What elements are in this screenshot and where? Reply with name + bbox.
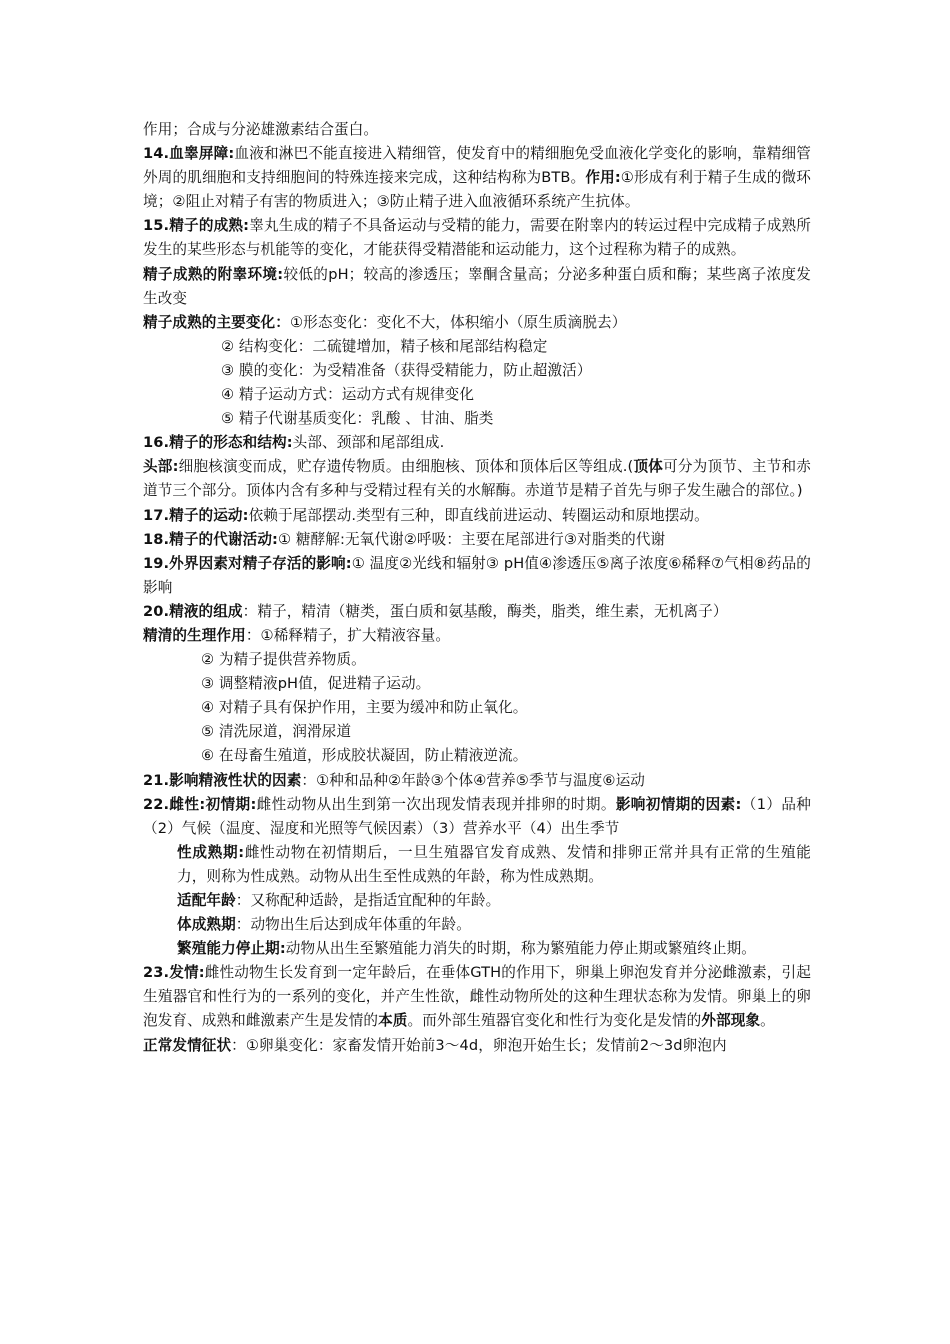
heading-seminal-plasma-function: 精清的生理作用 xyxy=(143,626,246,644)
text: ② 为精子提供营养物质。 xyxy=(201,651,366,669)
list-item: ①形态变化：变化不大，体积缩小（原生质滴脱去） xyxy=(289,313,627,331)
text: ② 结构变化：二硫键增加，精子核和尾部结构稳定 xyxy=(221,337,548,355)
paragraph-17 xyxy=(143,504,811,528)
heading-estrus-symptoms: 正常发情征状 xyxy=(143,1036,232,1054)
list-item xyxy=(143,648,811,672)
paragraph-14 xyxy=(143,142,811,214)
paragraph-22 xyxy=(143,793,811,841)
paragraph-body-maturity xyxy=(143,913,811,937)
text: 动物从出生至繁殖能力消失的时期，称为繁殖能力停止期或繁殖终止期。 xyxy=(285,940,756,958)
paragraph-head xyxy=(143,455,811,503)
paragraph-intro xyxy=(143,118,811,142)
paragraph-16 xyxy=(143,431,811,455)
text: ：精子，精清（糖类，蛋白质和氨基酸，酶类，脂类，维生素，无机离子） xyxy=(242,602,728,620)
text: ④ 精子运动方式：运动方式有规律变化 xyxy=(221,386,475,404)
term-essence: 本质 xyxy=(378,1012,408,1030)
text: （1）品种（2）气候（温度、湿度和光照等气候因素）（3）营养水平（4）出生季节 xyxy=(143,795,811,837)
paragraph-reproductive-cessation xyxy=(143,937,811,961)
heading-sperm-maturation: 15.精子的成熟: xyxy=(143,217,250,235)
text: ：①种和品种②年龄③个体④营养⑤季节与温度⑥运动 xyxy=(301,771,645,789)
list-item xyxy=(143,359,811,383)
paragraph-estrus-symptoms xyxy=(143,1034,811,1058)
list-item xyxy=(143,672,811,696)
text: ③ 调整精液pH值，促进精子运动。 xyxy=(201,675,431,693)
text: 。而外部生殖器官变化和性行为变化是发情的 xyxy=(407,1012,702,1030)
paragraph-seminal-plasma xyxy=(143,624,811,648)
heading-function: 作用: xyxy=(585,169,621,187)
text: ① 糖酵解:无氧代谢②呼吸：主要在尾部进行③对脂类的代谢 xyxy=(277,530,666,548)
heading-main-changes: 精子成熟的主要变化： xyxy=(143,313,290,331)
heading-body-maturity: 体成熟期 xyxy=(177,916,236,934)
heading-sperm-motility: 17.精子的运动: xyxy=(143,506,249,524)
text: ：又称配种适龄，是指适宜配种的年龄。 xyxy=(235,892,501,909)
text: 较低的pH；较高的渗透压；睾酮含量高；分泌多种蛋白质和酶；某些离子浓度发生改变 xyxy=(143,265,811,307)
paragraph-breeding-age xyxy=(143,889,811,913)
list-item xyxy=(143,744,811,768)
heading-sperm-metabolism: 18.精子的代谢活动: xyxy=(143,530,278,548)
list-item xyxy=(143,720,811,744)
term-external-phenomenon: 外部现象 xyxy=(701,1012,761,1030)
text: ① 温度②光线和辐射③ pH值④渗透压⑤离子浓度⑥稀释⑦气相⑧药品的影响 xyxy=(143,554,811,596)
heading-puberty: 初情期: xyxy=(205,795,257,813)
list-item: ：①稀释精子，扩大精液容量。 xyxy=(245,626,451,644)
heading-semen-composition: 20.精液的组成 xyxy=(143,602,243,620)
text: 依赖于尾部摆动.类型有三种，即直线前进运动、转圈运动和原地摆动。 xyxy=(248,506,709,524)
paragraph-main-changes xyxy=(143,311,811,335)
text: 雌性动物在初情期后，一旦生殖器官发育成熟、发情和排卵正常并具有正常的生殖能力，则称为性成熟。动物从出生至性成熟的年龄，称为性成熟期。 xyxy=(177,843,812,885)
heading-sperm-structure: 16.精子的形态和结构: xyxy=(143,434,293,452)
text: 可分为顶节、主节和赤道节三个部分。顶体内含有多种与受精过程有关的水解酶。赤道节是精子首先与卵子发生融合的部位。) xyxy=(143,458,811,500)
heading-breeding-age: 适配年龄 xyxy=(177,892,236,909)
paragraph-21 xyxy=(143,769,811,793)
text: 细胞核演变而成，贮存遗传物质。由细胞核、顶体和顶体后区等组成.( xyxy=(178,458,634,476)
text: ⑥ 在母畜生殖道，形成胶状凝固，防止精液逆流。 xyxy=(201,747,528,765)
list-item xyxy=(143,383,811,407)
paragraph-sexual-maturity xyxy=(143,841,811,889)
text: 雌性动物生长发育到一定年龄后，在垂体GTH的作用下，卵巢上卵泡发育并分泌雌激素，引起生殖器官和性行为的一系列的变化，并产生性欲，雌性动物所处的这种生理状态称为发情。卵巢上的卵泡发育、成熟和雌激素产生是发情的 xyxy=(143,964,811,1030)
paragraph-15 xyxy=(143,214,811,262)
heading-head: 头部: xyxy=(143,458,179,476)
heading-reproductive-cessation: 繁殖能力停止期: xyxy=(177,940,286,958)
heading-semen-factors: 21.影响精液性状的因素 xyxy=(143,771,302,789)
text: 睾丸生成的精子不具备运动与受精的能力，需要在附睾内的转运过程中完成精子成熟所发生的某些形态与机能等的变化，才能获得受精潜能和运动能力，这个过程称为精子的成熟。 xyxy=(143,217,811,259)
text: 。 xyxy=(760,1012,775,1030)
heading-female: 22.雌性: xyxy=(143,795,206,813)
paragraph-18 xyxy=(143,528,811,552)
list-item xyxy=(143,696,811,720)
heading-puberty-factors: 影响初情期的因素: xyxy=(615,795,742,813)
text: ：动物出生后达到成年体重的年龄。 xyxy=(235,916,471,934)
text: ⑤ 清洗尿道，润滑尿道 xyxy=(201,723,352,741)
list-item xyxy=(143,335,811,359)
document-body xyxy=(143,118,811,1058)
list-item xyxy=(143,407,811,431)
heading-epididymis-environment: 精子成熟的附睾环境: xyxy=(143,265,284,283)
heading-external-factors: 19.外界因素对精子存活的影响: xyxy=(143,554,352,572)
text: 头部、颈部和尾部组成. xyxy=(292,434,445,452)
paragraph-23 xyxy=(143,961,811,1033)
paragraph-19 xyxy=(143,552,811,600)
heading-blood-testis-barrier: 14.血睾屏障: xyxy=(143,145,235,163)
heading-sexual-maturity: 性成熟期: xyxy=(177,843,245,861)
text: 雌性动物从出生到第一次出现发情表现并排卵的时期。 xyxy=(256,795,616,813)
text: ③ 膜的变化：为受精准备（获得受精能力，防止超激活） xyxy=(221,361,592,379)
heading-estrus: 23.发情: xyxy=(143,964,205,982)
text: ⑤ 精子代谢基质变化：乳酸 、甘油、脂类 xyxy=(221,410,494,428)
paragraph-20 xyxy=(143,600,811,624)
text: 血液和淋巴不能直接进入精细管，使发育中的精细胞免受血液化学变化的影响，靠精细管外周的肌细胞和支持细胞间的特殊连接来完成，这种结构称为BTB。 xyxy=(143,145,811,187)
text: ：①卵巢变化：家畜发情开始前3～4d，卵泡开始生长；发情前2～3d卵泡内 xyxy=(231,1036,727,1054)
term-acrosome: 顶体 xyxy=(633,458,664,476)
paragraph-epididymis-env xyxy=(143,263,811,311)
text: ④ 对精子具有保护作用，主要为缓冲和防止氧化。 xyxy=(201,699,528,717)
text: ①形成有利于精子生成的微环境；②阻止对精子有害的物质进入；③防止精子进入血液循环系统产生抗体。 xyxy=(143,169,811,211)
text: 作用；合成与分泌雄激素结合蛋白。 xyxy=(143,121,379,138)
